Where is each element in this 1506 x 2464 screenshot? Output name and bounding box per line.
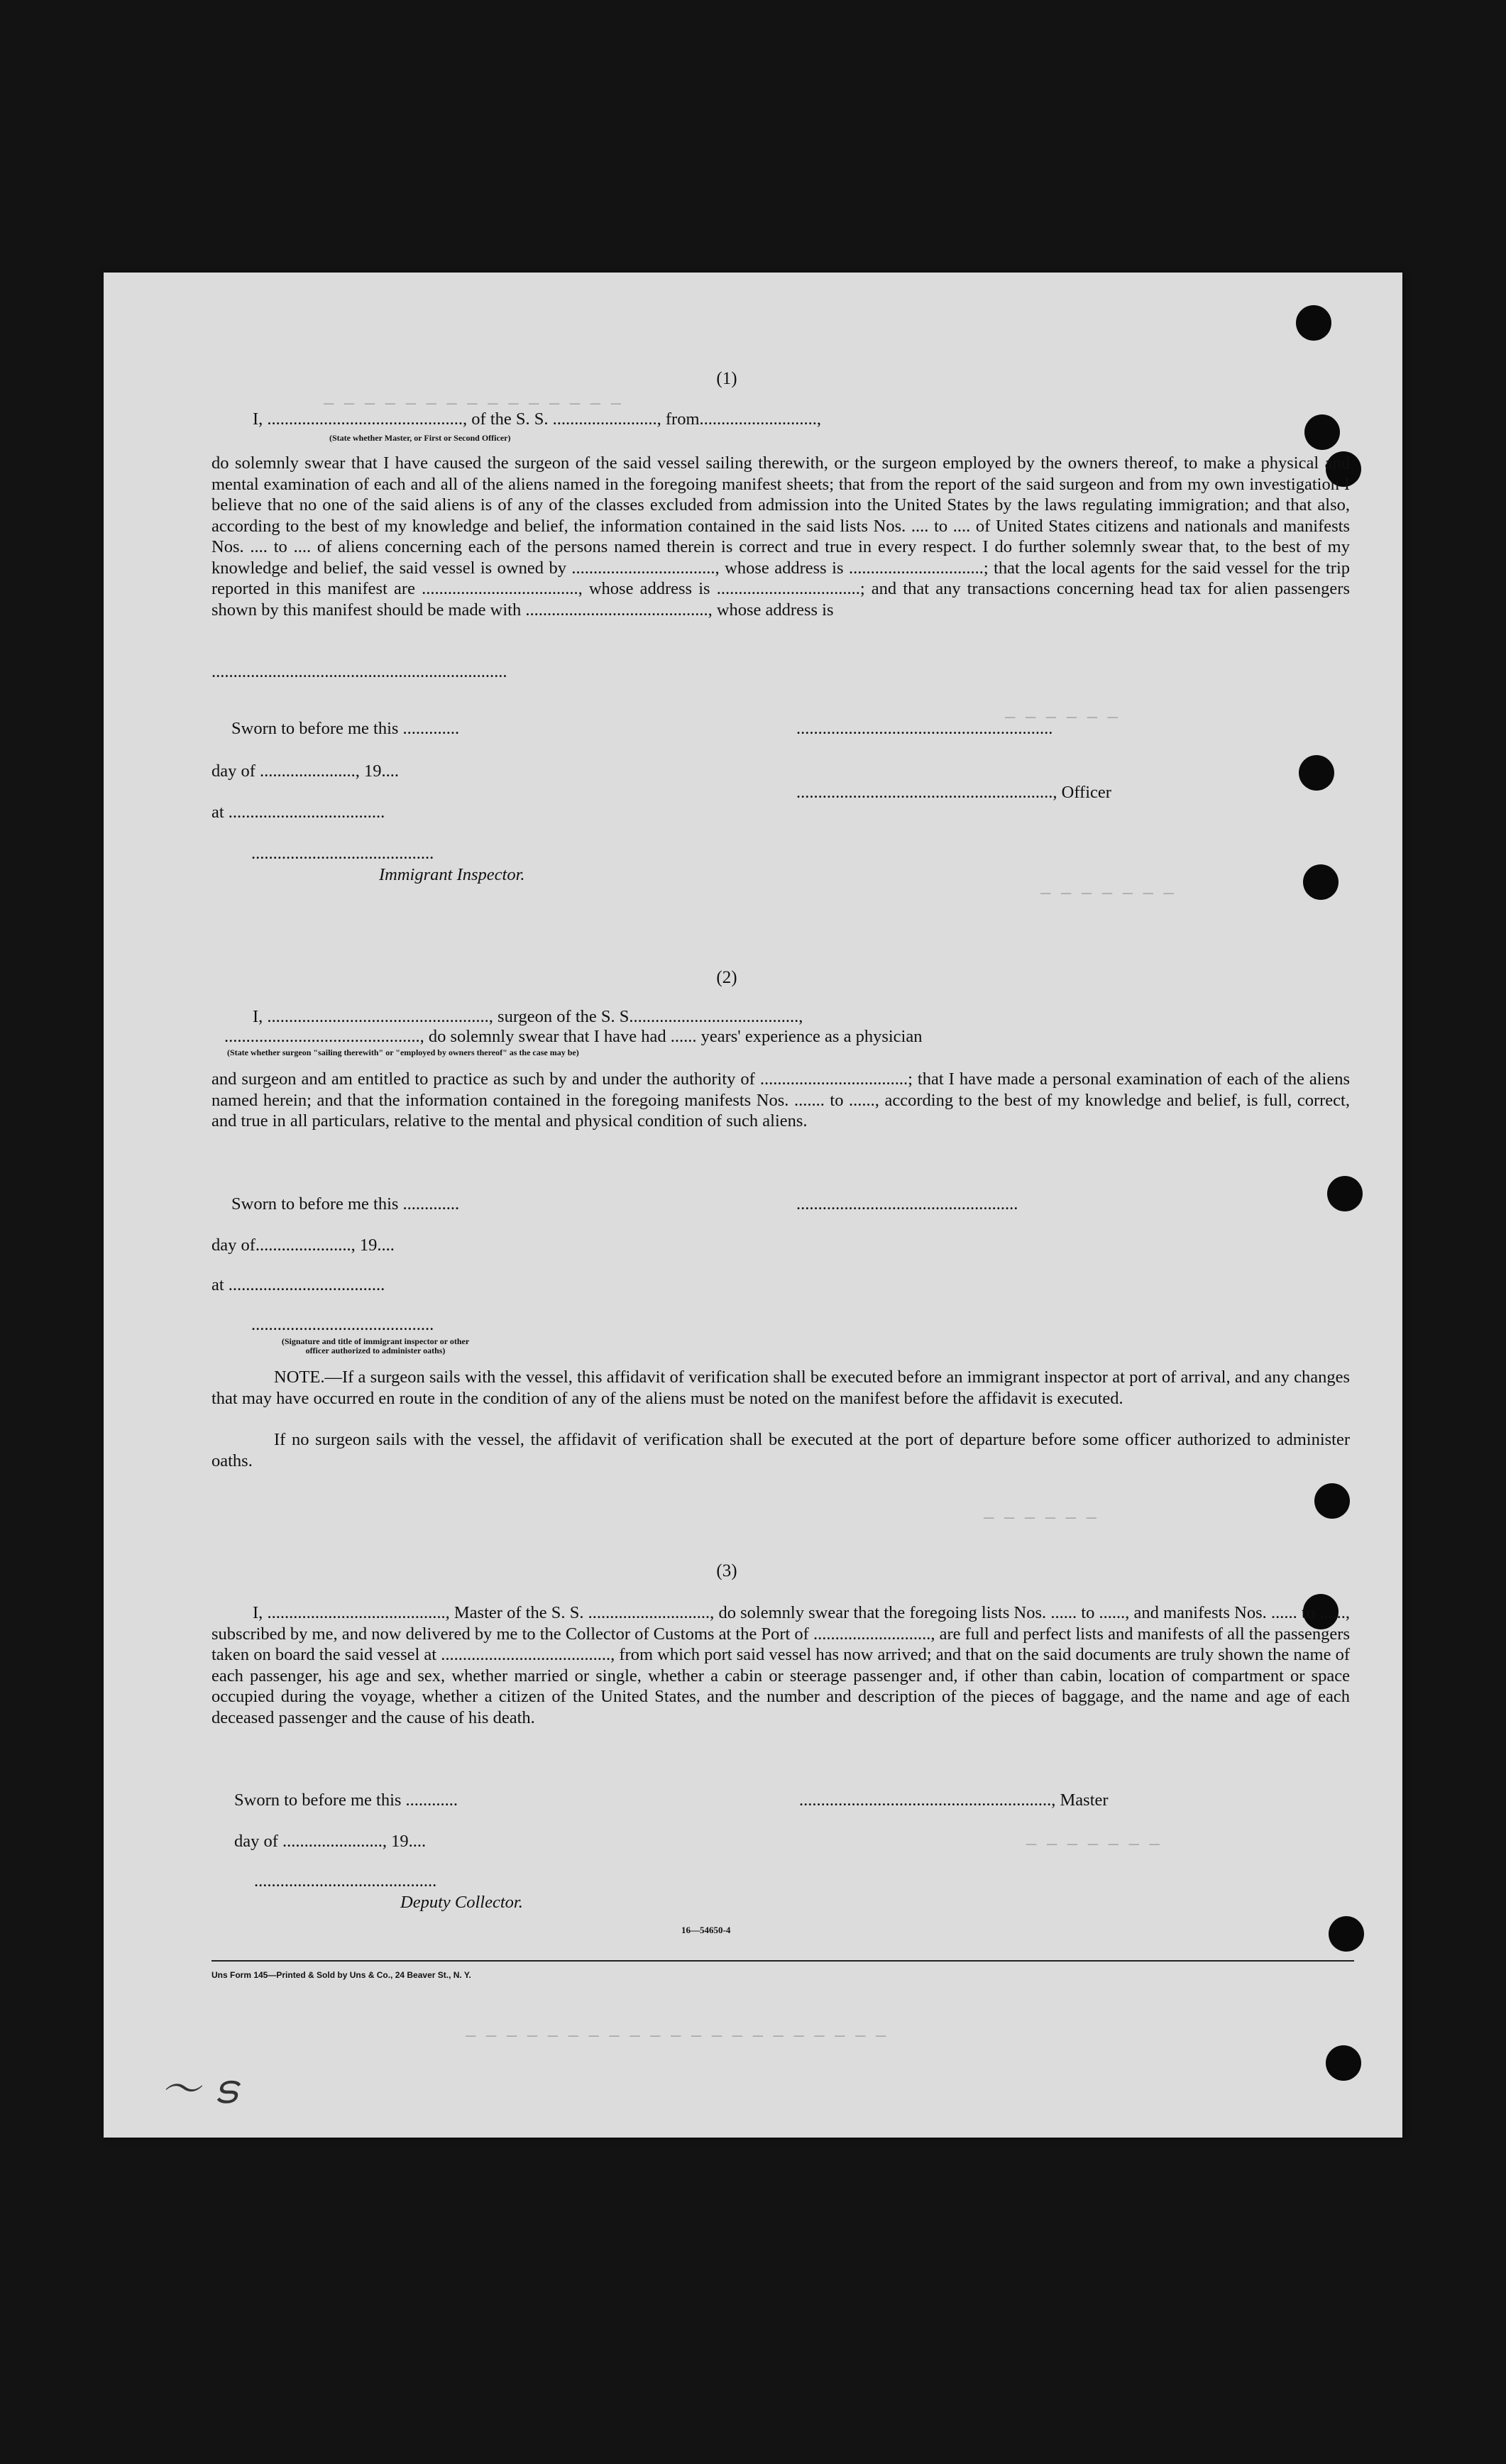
section-2-sig-dots: .......................................... [251,1315,434,1334]
section-1-sworn: Sworn to before me this ............. [231,719,460,738]
section-1-line-1: I, ............................................., of the S. S. ........................, from..........................., [253,409,821,429]
bleed-through: — — — — — — — — — — — — — — — — — — — — — [466,2025,886,2045]
section-1-paragraph: do solemnly swear that I have caused the surgeon of the said vessel sailing therewith, or the surgeon employed by the owners thereof, to make a physical and mental examination of each and all of the aliens named in the foregoing manifest sheets; that from the report of the said surgeon and from my own investigation I believe that no one of the said aliens is of any of the classes excluded from admission into the United States by the laws regulating immigration; and that also, according to the best of my knowledge and belief, the information contained in the said lists Nos. .... to .... of United States citizens and nationals and manifests Nos. .... to .... of aliens concerning each of the persons named therein is correct and true in every respect. I do further solemnly swear that, to the best of my knowledge and belief, the said vessel is owned by ................................., whose address is ...............................; that the local agents for the said vessel for the trip reported in this manifest are ...................................., whose address is .................................; and that any transactions concerning head tax for alien passengers shown by this manifest should be made with .........................................., whose address is [211,453,1350,620]
section-1-sig-dots: .......................................... [251,844,434,863]
section-1-trailing-dots: .................................................................... [211,662,507,681]
section-3-sworn: Sworn to before me this ............ [234,1791,458,1810]
section-2-at: at .................................... [211,1275,385,1294]
bleed-through: — — — — — — — [1026,1834,1160,1854]
punch-hole [1329,1916,1364,1952]
punch-hole [1326,2045,1361,2081]
section-2-note-paragraph-1: NOTE.—If a surgeon sails with the vessel, this affidavit of verification shall be executed before an immigrant inspector at port of arrival, and any changes that may have occurred en route in the condition of any of the aliens must be noted on the manifest before the affidavit is executed. [211,1368,1350,1408]
section-3-master-line: .........................................................., Master [799,1791,1109,1810]
footer-rule [211,1960,1354,1962]
punch-hole [1296,305,1331,341]
section-2-body [211,1069,1350,1132]
section-3-sig-dots: .......................................... [254,1871,437,1891]
section-2-note: (State whether surgeon "sailing therewith" or "employed by owners thereof" as the case may be) [227,1047,579,1057]
punch-hole [1303,864,1339,900]
section-1-at: at .................................... [211,803,385,822]
section-2-right-dots: ................................................... [796,1194,1018,1214]
section-2-line-2: ............................................., do solemnly swear that I have had ...... years' experience as a physician [224,1027,923,1046]
section-3-body [211,1602,1350,1728]
section-1-day: day of ......................, 19.... [211,761,400,781]
form-number: 16—54650-4 [681,1925,731,1935]
section-1-officer-dots: ........................................................... [796,719,1053,738]
punch-hole [1327,1176,1363,1211]
punch-hole [1314,1483,1350,1519]
section-1-number: (1) [716,369,737,388]
section-1-body [211,453,1350,620]
section-3-collector: Deputy Collector. [400,1893,523,1912]
section-3-paragraph: I, ........................................., Master of the S. S. ............................, do solemnly swear that the foregoing lists Nos. ...... to ......, and manifests Nos. ...... to ......, subscribed by me, and now delivered by me to the Collector of Customs at the Port of ..........................., are full and perfect lists and manifests of all the passengers taken on board the said vessel at ......................................., from which port said vessel has now arrived; and that on the said documents are truly shown the name of each passenger, his age and sex, whether married or single, whether a cabin or steerage passenger and, if other than cabin, location of compartment or space occupied during the voyage, whether a citizen of the United States, and the number and description of the pieces of baggage, and the name and age of each deceased passenger and the cause of his death. [211,1603,1350,1727]
form-sheet [104,273,1402,2138]
section-2-note-paragraph-2: If no surgeon sails with the vessel, the affidavit of verification shall be executed at the port of departure before some officer authorized to administer oaths. [211,1430,1350,1470]
section-2-paragraph: and surgeon and am entitled to practice as such by and under the authority of ..................................; that I have made a personal examination of each of the aliens named herein; and that the information contained in the foregoing manifests Nos. ....... to ......, according to the best of my knowledge and belief, is full, correct, and true in all particulars, relative to the mental and physical condition of such aliens. [211,1069,1350,1131]
section-3-number: (3) [716,1561,737,1580]
bleed-through: — — — — — — [984,1507,1096,1527]
section-2-number: (2) [716,968,737,987]
bleed-through: — — — — — — [1005,707,1118,727]
bleed-through: — — — — — — — [1040,883,1174,903]
section-2-line-1: I, ..................................................., surgeon of the S. S......................................., [253,1007,803,1026]
punch-hole [1304,414,1340,450]
section-1-officer-line: ..........................................................., Officer [796,783,1111,802]
handwritten-mark: 〜 ട [160,2067,236,2113]
section-1-inspector: Immigrant Inspector. [379,865,525,884]
section-2-sworn: Sworn to before me this ............. [231,1194,460,1214]
bleed-through: — — — — — — — — — — — — — — — [324,393,622,413]
printer-line: Uns Form 145—Printed & Sold by Uns & Co., 24 Beaver St., N. Y. [211,1970,471,1980]
punch-hole [1299,755,1334,791]
section-3-day: day of ......................., 19.... [234,1832,427,1851]
section-2-day: day of......................, 19.... [211,1236,395,1255]
section-1-note: (State whether Master, or First or Second Officer) [329,433,511,443]
section-2-sig-note: (Signature and title of immigrant inspector or other officer authorized to administer oaths) [281,1336,470,1355]
